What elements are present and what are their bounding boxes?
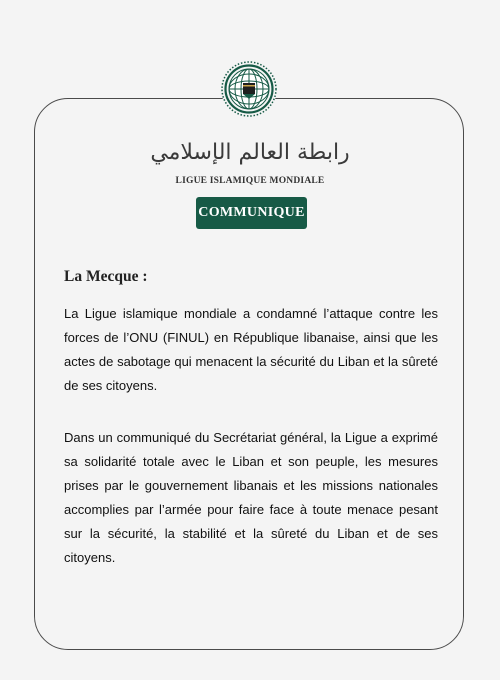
mwl-logo-icon <box>221 61 277 117</box>
arabic-org-name: رابطة العالم الإسلامي <box>150 140 350 165</box>
communique-badge: COMMUNIQUE <box>196 197 307 229</box>
french-org-name: LIGUE ISLAMIQUE MONDIALE <box>175 176 325 186</box>
paragraph-1: La Ligue islamique mondiale a condamné l’attaque contre les forces de l’ONU (FINUL) en République libanaise, ainsi que les actes de sabotage qui menacent la sécurité du Liban et la sûreté de ses citoyens. <box>64 306 438 393</box>
paragraph-2: Dans un communiqué du Secrétariat général, la Ligue a exprimé sa solidarité totale avec le Liban et son peuple, les mesures prises par le gouvernement libanais et les missions nationales accomplies par l’armée pour faire face à toute menace pesant sur la sécurité, la stabilité et la sûreté du Liban et de ses citoyens. <box>64 430 438 565</box>
dateline-heading: La Mecque : <box>64 268 148 285</box>
